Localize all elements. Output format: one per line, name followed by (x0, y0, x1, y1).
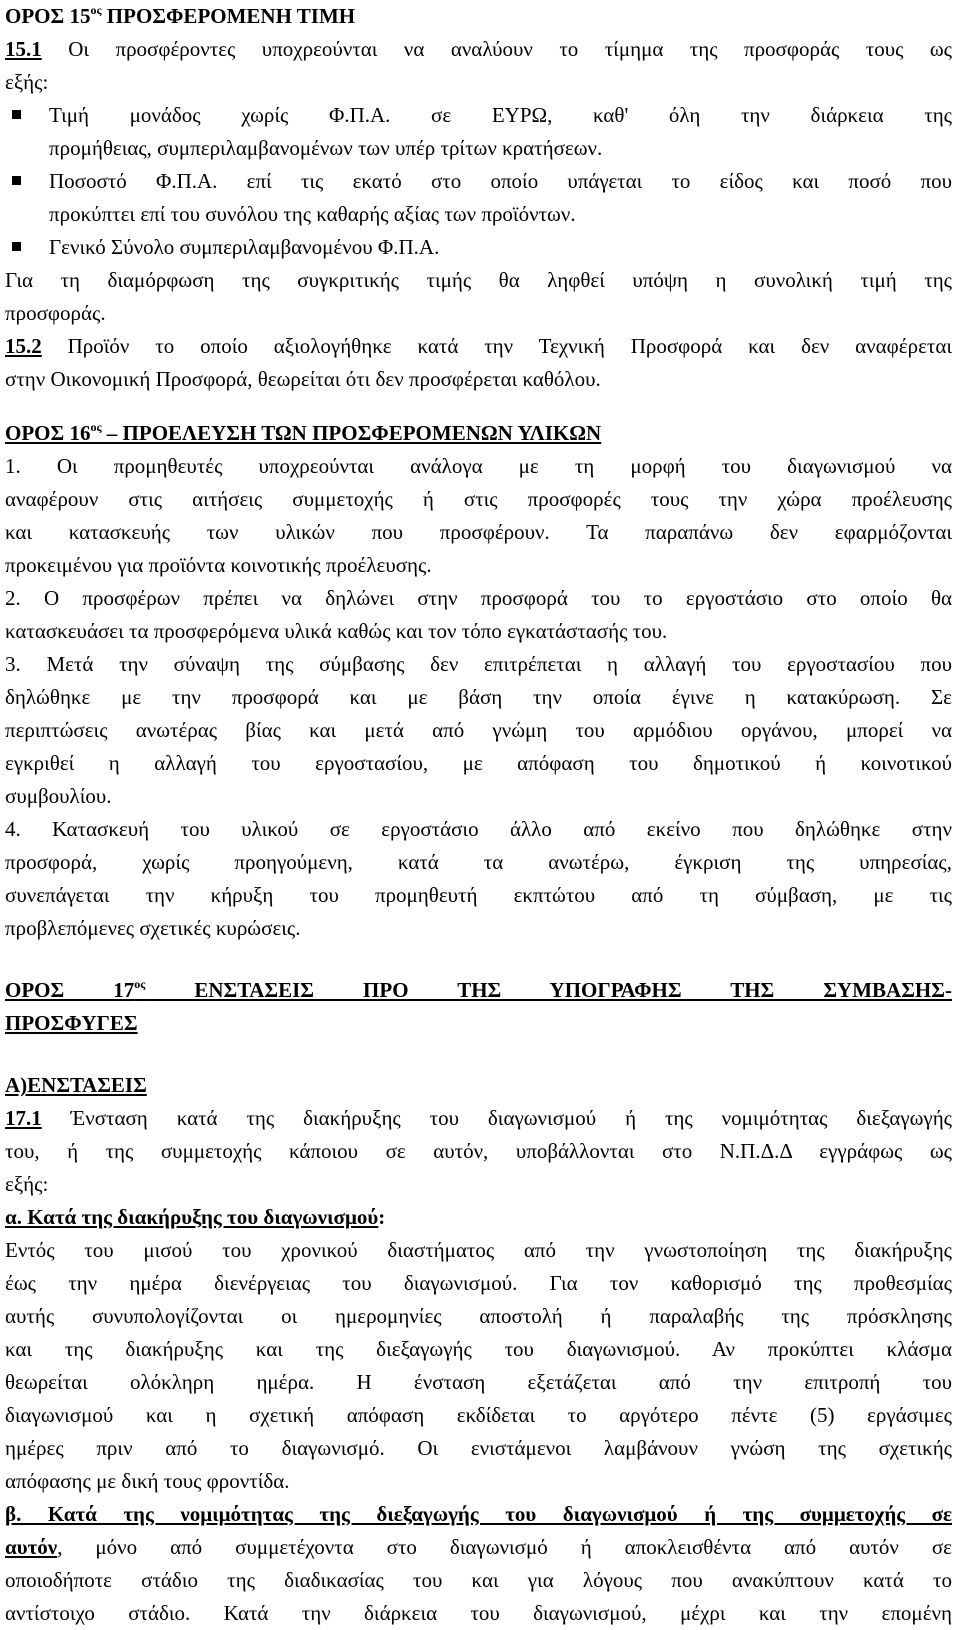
paragraph-line: 2. Ο προσφέρων πρέπει να δηλώνει στην προσφορά του το εργοστάσιο στο οποίο θα (5, 586, 952, 610)
term-15-heading: ΟΡΟΣ $15^{o\varsigma}$ ΠΡΟΣΦΕΡΟΜΕΝΗ ΤΙΜΗ (5, 3, 356, 28)
paragraph-line: και της διακήρυξης και της διεξαγωγής του διαγωνισμού. Αν προκύπτει κλάσμα (5, 1337, 952, 1361)
paragraph-line: εγκριθεί η αλλαγή του εργοστασίου, με απόφαση του δημοτικού ή κοινοτικού (5, 751, 952, 775)
paragraph-line: δηλώθηκε με την προσφορά και με βάση την οποία έγινε η κατακύρωση. Σε (5, 685, 952, 709)
bullet-item-continuation: προκύπτει επί του συνόλου της καθαρής αξίας των προϊόντων. (49, 202, 576, 226)
paragraph-line: 4. Κατασκευή του υλικού σε εργοστάσιο άλλο από εκείνο που δηλώθηκε στην (5, 817, 952, 841)
paragraph-line: απόφασης με δική τους φροντίδα. (5, 1469, 290, 1493)
paragraph-line: προσφοράς. (5, 301, 106, 325)
paragraph-line: συνεπάγεται την κήρυξη του προμηθευτή εκπτώτου από τη σύμβαση, με τις (5, 883, 952, 907)
paragraph-line: 3. Μετά την σύναψη της σύμβασης δεν επιτρέπεται η αλλαγή του εργοστασίου που (5, 652, 952, 676)
paragraph-line: διαγωνισμού και η σχετική απόφαση εκδίδεται το αργότερο πέντε (5) εργάσιμες (5, 1403, 952, 1427)
paragraph-line: θεωρείται ολόκληρη ημέρα. Η ένσταση εξετάζεται από την επιτροπή του (5, 1370, 952, 1394)
paragraph-line: Εντός του μισού του χρονικού διαστήματος από την γνωστοποίηση της διακήρυξης (5, 1238, 952, 1262)
subclause-b-title: β. Κατά της νομιμότητας της διεξαγωγής του διαγωνισμού ή της συμμετοχής σε (5, 1502, 952, 1526)
spacer (5, 396, 952, 417)
paragraph-line: αυτής συνυπολογίζονται οι ημερομηνίες αποστολή ή παραλαβής της πρόσκλησης (5, 1304, 952, 1328)
spacer (5, 945, 952, 974)
paragraph-line: έως την ημέρα διενέργειας του διαγωνισμού. Για τον καθορισμό της προθεσμίας (5, 1271, 952, 1295)
subheading-objections: Α)ΕΝΣΤΑΣΕΙΣ (5, 1073, 147, 1097)
paragraph-line: περιπτώσεις ανωτέρας βίας και μετά από γνώμη του αρμόδιου οργάνου, μπορεί να (5, 718, 952, 742)
paragraph-15-2-line: 15.2 Προϊόν το οποίο αξιολογήθηκε κατά την Τεχνική Προσφορά και δεν αναφέρεται (5, 334, 952, 358)
paragraph-line: και κατασκευής των υλικών που προσφέρουν. Τα παραπάνω δεν εφαρμόζονται (5, 520, 952, 544)
paragraph-line: αντίστοιχο στάδιο. Κατά την διάρκεια του διαγωνισμού, μέχρι και την επομένη (5, 1601, 952, 1625)
paragraph-line: οποιοδήποτε στάδιο της διαδικασίας του και για λόγους που ανακύπτουν κατά το (5, 1568, 952, 1592)
paragraph-line: Για τη διαμόρφωση της συγκριτικής τιμής θα ληφθεί υπόψη η συνολική τιμή της (5, 268, 952, 292)
clause-number: 15.2 (5, 334, 42, 358)
ordinal-suffix: ος (134, 977, 146, 991)
clause-number: 17.1 (5, 1106, 42, 1130)
paragraph-line: συμβουλίου. (5, 784, 112, 808)
bullet-item: Τιμή μονάδος χωρίς Φ.Π.Α. σε ΕΥΡΩ, καθ' όλη την διάρκεια της (5, 99, 952, 132)
bullet-item-continuation: προμήθειας, συμπεριλαμβανομένων των υπέρ τρίτων κρατήσεων. (49, 136, 603, 160)
bullet-item: Γενικό Σύνολο συμπεριλαμβανομένου Φ.Π.Α. (5, 231, 952, 264)
paragraph-line: προσφορά, χωρίς προηγούμενη, κατά τα ανωτέρω, έγκριση της υπηρεσίας, (5, 850, 952, 874)
paragraph-15-1-line: εξής: (5, 70, 49, 94)
spacer (5, 1040, 952, 1069)
square-bullet-icon (12, 110, 21, 119)
paragraph-15-1-line: 15.1 Οι προσφέροντες υποχρεούνται να αναλύουν το τίμημα της προσφοράς τους ως (5, 37, 952, 61)
paragraph-line: κατασκευάσει τα προσφερόμενα υλικά καθώς και τον τόπο εγκατάστασής του. (5, 619, 668, 643)
ordinal-suffix: ος (90, 3, 102, 17)
paragraph-15-2-line: στην Οικονομική Προσφορά, θεωρείται ότι δεν προσφέρεται καθόλου. (5, 367, 601, 391)
paragraph-line: προβλεπόμενες σχετικές κυρώσεις. (5, 916, 301, 940)
paragraph-line: αυτόν, μόνο από συμμετέχοντα στο διαγωνισμό ή αποκλεισθέντα από αυτόν σε (5, 1535, 952, 1559)
term-16-heading: ΟΡΟΣ $16^{o\varsigma}$ – ΠΡΟΕΛΕΥΣΗ ΤΩΝ ΠΡΟΣΦΕΡΟΜΕΝΩΝ ΥΛΙΚΩΝ (5, 420, 602, 445)
paragraph-line: 1. Οι προμηθευτές υποχρεούνται ανάλογα με τη μορφή του διαγωνισμού να (5, 454, 952, 478)
ordinal-suffix: ος (90, 420, 102, 434)
subclause-b-title-end: αυτόν (5, 1535, 58, 1559)
term-17-heading-continuation: ΠΡΟΣΦΥΓΕΣ (5, 1011, 138, 1035)
paragraph-17-1-line: εξής: (5, 1172, 49, 1196)
term-17-heading: ΟΡΟΣ $17^{o\varsigma}$ ΕΝΣΤΑΣΕΙΣ ΠΡΟ ΤΗΣ ΥΠΟΓΡΑΦΗΣ ΤΗΣ ΣΥΜΒΑΣΗΣ- (5, 977, 952, 1002)
bullet-item: Ποσοστό Φ.Π.Α. επί τις εκατό στο οποίο υπάγεται το είδος και ποσό που (5, 165, 952, 198)
paragraph-line: προκειμένου για προϊόντα κοινοτικής προέλευσης. (5, 553, 432, 577)
paragraph-17-1-line: 17.1 Ένσταση κατά της διακήρυξης του διαγωνισμού ή της νομιμότητας διεξαγωγής (5, 1106, 952, 1130)
square-bullet-icon (12, 176, 21, 185)
square-bullet-icon (12, 242, 21, 251)
paragraph-line: ημέρες πριν από το διαγωνισμό. Οι ενιστάμενοι λαμβάνουν γνώση της σχετικής (5, 1436, 952, 1460)
subclause-a-title: α. Κατά της διακήρυξης του διαγωνισμού: (5, 1205, 386, 1229)
paragraph-17-1-line: του, ή της συμμετοχής κάποιου σε αυτόν, υποβάλλονται στο Ν.Π.Δ.Δ εγγράφως ως (5, 1139, 952, 1163)
paragraph-line: αναφέρουν στις αιτήσεις συμμετοχής ή στις προσφορές τους την χώρα προέλευσης (5, 487, 952, 511)
clause-number: 15.1 (5, 37, 42, 61)
